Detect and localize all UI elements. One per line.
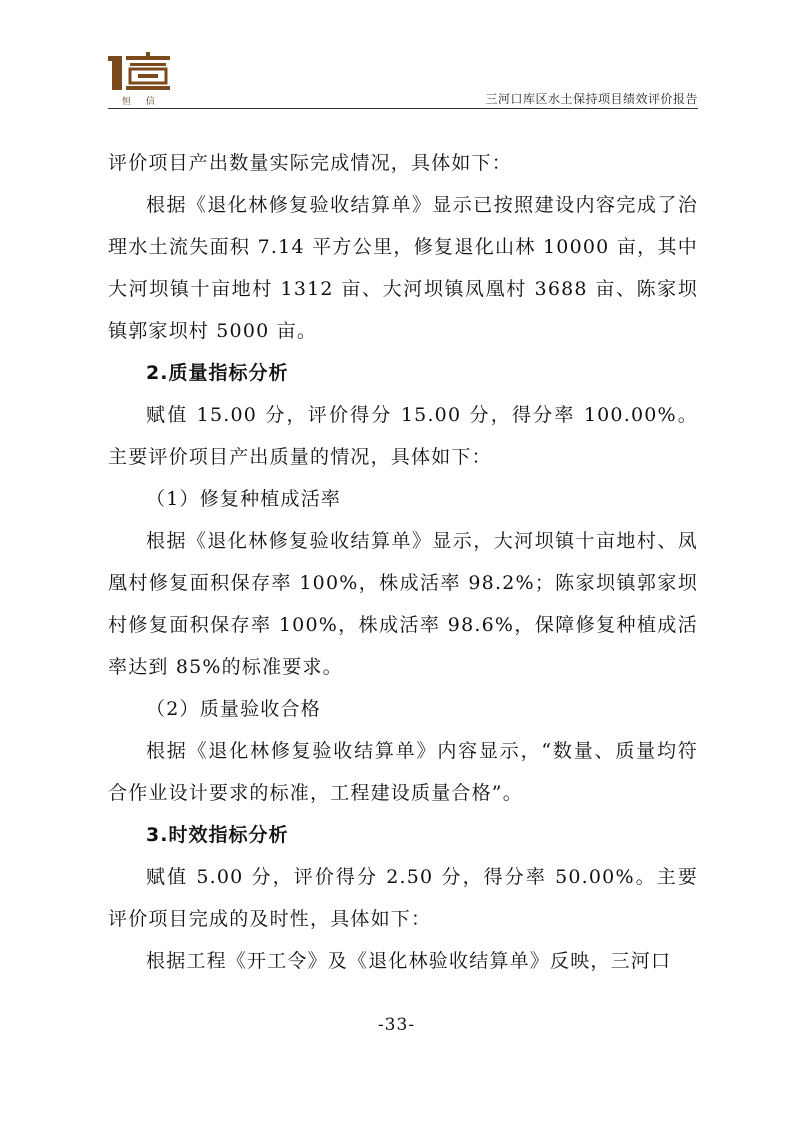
page-body: [108, 142, 698, 982]
paragraph: 根据《退化林修复验收结算单》内容显示，“数量、质量均符合作业设计要求的标准，工程建设质量合格”。: [108, 740, 698, 804]
logo-mark-icon: [108, 52, 172, 96]
section-heading: 3.时效指标分析: [146, 824, 289, 846]
page-number: -33-: [377, 1015, 416, 1035]
paragraph: 根据《退化林修复验收结算单》显示，大河坝镇十亩地村、凤凰村修复面积保存率 100%，株成活率 98.2%；陈家坝镇郭家坝村修复面积保存率 100%，株成活率 98.6%，保障修复种植成活率达到 85%的标准要求。: [108, 530, 698, 678]
paragraph: 赋值 15.00 分，评价得分 15.00 分，得分率 100.00%。主要评价项目产出质量的情况，具体如下：: [108, 404, 698, 468]
report-title: 三河口库区水土保持项目绩效评价报告: [485, 92, 698, 106]
subsection-label: （2）质量验收合格: [146, 698, 321, 720]
paragraph: 评价项目产出数量实际完成情况，具体如下：: [108, 152, 513, 174]
paragraph: 根据《退化林修复验收结算单》显示已按照建设内容完成了治理水土流失面积 7.14 平方公里，修复退化山林 10000 亩，其中大河坝镇十亩地村 1312 亩、大河坝镇凤凰村 3688 亩、陈家坝镇郭家坝村 5000 亩。: [108, 194, 698, 342]
page-header: [108, 52, 698, 108]
company-logo: [108, 52, 172, 107]
paragraph: 根据工程《开工令》及《退化林验收结算单》反映，三河口: [146, 950, 672, 972]
section-heading: 2.质量指标分析: [146, 362, 289, 384]
paragraph: 赋值 5.00 分，评价得分 2.50 分，得分率 50.00%。主要评价项目完成的及时性，具体如下：: [108, 866, 698, 930]
logo-text: 恒 信: [122, 97, 161, 107]
subsection-label: （1）修复种植成活率: [146, 488, 342, 510]
header-divider: [108, 108, 698, 109]
